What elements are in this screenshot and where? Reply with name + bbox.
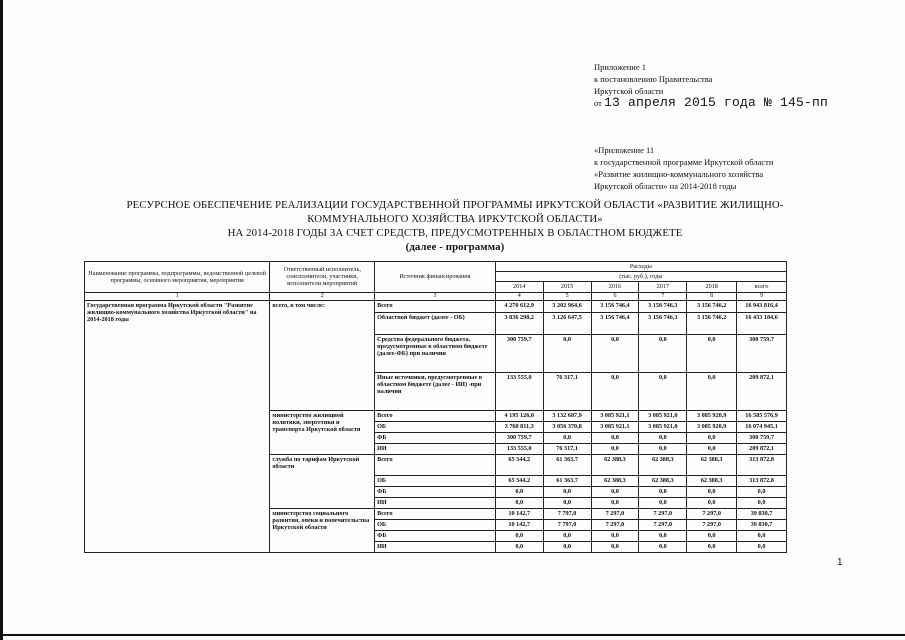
- year-value-cell: 3 085 921,0: [639, 410, 687, 421]
- year-value-cell: 3 836 298,2: [495, 312, 543, 334]
- year-value-cell: 0,0: [495, 486, 543, 497]
- year-value-cell: 0,0: [495, 541, 543, 552]
- date-prefix: от: [594, 98, 602, 108]
- year-value-cell: 65 344,2: [495, 454, 543, 475]
- year-value-cell: 133 555,0: [495, 443, 543, 454]
- year-value-cell: 3 156 746,3: [639, 300, 687, 312]
- year-value-cell: 300 759,7: [495, 432, 543, 443]
- resource-table-body: [85, 300, 787, 552]
- table-row: [85, 300, 787, 312]
- total-value-cell: 313 872,8: [737, 475, 787, 486]
- year-value-cell: 0,0: [687, 372, 737, 410]
- program-name-cell: Государственная программа Иркутской области "Развитие жилищно-коммунального хозяйства Иркутской области" на 2014-2018 годы: [85, 300, 270, 552]
- year-value-cell: 0,0: [687, 334, 737, 372]
- year-value-cell: 0,0: [543, 530, 591, 541]
- title-line: КОММУНАЛЬНОГО ХОЗЯЙСТВА ИРКУТСКОЙ ОБЛАСТИ»: [307, 213, 603, 225]
- source-cell: ФБ: [375, 486, 496, 497]
- year-value-cell: 7 797,0: [543, 519, 591, 530]
- year-value-cell: 3 085 920,9: [687, 421, 737, 432]
- column-number: 7: [639, 292, 687, 300]
- year-value-cell: 0,0: [543, 334, 591, 372]
- header-units: (тыс. руб.), годы: [495, 272, 786, 282]
- year-value-cell: 62 388,3: [639, 454, 687, 475]
- total-value-cell: 16 433 184,6: [737, 312, 787, 334]
- column-number: 3: [375, 292, 496, 300]
- header-year-total: всего: [737, 282, 787, 292]
- source-cell: Средства федерального бюджета, предусмотренные в областном бюджете (далее-ФБ) при наличии: [375, 334, 496, 372]
- year-value-cell: 0,0: [687, 432, 737, 443]
- year-value-cell: 7 297,0: [639, 519, 687, 530]
- year-value-cell: 62 388,3: [591, 454, 639, 475]
- year-value-cell: 133 555,0: [495, 372, 543, 410]
- responsible-cell: министерство жилищной политики, энергетики и транспорта Иркутской области: [270, 410, 375, 454]
- year-value-cell: 10 142,7: [495, 519, 543, 530]
- year-value-cell: 3 156 746,3: [639, 312, 687, 334]
- header-year: 2016: [591, 282, 639, 292]
- year-value-cell: 0,0: [639, 486, 687, 497]
- attachment-11-header: [594, 144, 773, 192]
- header-year: 2017: [639, 282, 687, 292]
- source-cell: Иные источники, предусмотренные в областном бюджете (далее - ИИ) -при наличии: [375, 372, 496, 410]
- total-value-cell: 300 759,7: [737, 432, 787, 443]
- total-value-cell: 0,0: [737, 541, 787, 552]
- year-value-cell: 3 085 920,9: [687, 410, 737, 421]
- year-value-cell: 3 760 811,3: [495, 421, 543, 432]
- source-cell: Областной бюджет (далее - ОБ): [375, 312, 496, 334]
- year-value-cell: 0,0: [543, 541, 591, 552]
- resolution-date-number: 13 апреля 2015 года № 145-пп: [603, 95, 829, 110]
- year-value-cell: 0,0: [639, 497, 687, 508]
- total-value-cell: 16 585 576,9: [737, 410, 787, 421]
- attachment-1-header: [594, 61, 828, 109]
- total-value-cell: 209 872,1: [737, 372, 787, 410]
- year-value-cell: 7 297,0: [591, 508, 639, 519]
- year-value-cell: 0,0: [591, 497, 639, 508]
- year-value-cell: 0,0: [591, 530, 639, 541]
- year-value-cell: 4 195 126,0: [495, 410, 543, 421]
- year-value-cell: 7 297,0: [687, 519, 737, 530]
- header-expenses: Расходы: [495, 262, 786, 272]
- year-value-cell: 0,0: [495, 530, 543, 541]
- total-value-cell: 16 943 816,4: [737, 300, 787, 312]
- year-value-cell: 10 142,7: [495, 508, 543, 519]
- year-value-cell: 62 388,3: [687, 454, 737, 475]
- header-program: Наименование программы, подпрограммы, ведомственной целевой программы, основного мероприятия, мероприятия: [85, 262, 270, 293]
- attachment-11-line: Иркутской области» на 2014-2018 годы: [594, 181, 737, 191]
- column-number-row: [85, 292, 787, 300]
- attachment-1-line: Иркутской области: [594, 86, 664, 96]
- year-value-cell: 300 759,7: [495, 334, 543, 372]
- year-value-cell: 7 297,0: [591, 519, 639, 530]
- responsible-cell: министерство социального развития, опеки и попечительства Иркутской области: [270, 508, 375, 552]
- attachment-1-line: Приложение 1: [594, 62, 646, 72]
- total-value-cell: 0,0: [737, 486, 787, 497]
- source-cell: Всего: [375, 508, 496, 519]
- year-value-cell: 3 156 746,2: [687, 312, 737, 334]
- source-cell: ОБ: [375, 421, 496, 432]
- year-value-cell: 0,0: [495, 497, 543, 508]
- responsible-cell: всего, в том числе:: [270, 300, 375, 410]
- title-subline: (далее - программа): [405, 241, 505, 253]
- source-cell: ИИ: [375, 541, 496, 552]
- year-value-cell: 0,0: [687, 541, 737, 552]
- year-value-cell: 65 344,2: [495, 475, 543, 486]
- total-value-cell: 39 830,7: [737, 508, 787, 519]
- year-value-cell: 0,0: [543, 497, 591, 508]
- attachment-1-line: к постановлению Правительства: [594, 74, 713, 84]
- year-value-cell: 3 156 746,4: [591, 312, 639, 334]
- year-value-cell: 3 202 964,6: [543, 300, 591, 312]
- header-responsible: Ответственный исполнитель, соисполнители, участники, исполнители мероприятий: [270, 262, 375, 293]
- year-value-cell: 0,0: [687, 497, 737, 508]
- year-value-cell: 0,0: [591, 486, 639, 497]
- year-value-cell: 3 085 921,1: [591, 410, 639, 421]
- total-value-cell: 300 759,7: [737, 334, 787, 372]
- attachment-1-date-line: [594, 97, 828, 109]
- page-number: 1: [837, 557, 843, 568]
- year-value-cell: 0,0: [687, 530, 737, 541]
- year-value-cell: 0,0: [639, 541, 687, 552]
- year-value-cell: 0,0: [639, 372, 687, 410]
- resource-table: [84, 261, 787, 553]
- year-value-cell: 0,0: [639, 443, 687, 454]
- source-cell: Всего: [375, 410, 496, 421]
- year-value-cell: 0,0: [591, 432, 639, 443]
- year-value-cell: 7 797,0: [543, 508, 591, 519]
- year-value-cell: 3 085 921,1: [591, 421, 639, 432]
- column-number: 5: [543, 292, 591, 300]
- year-value-cell: 7 297,0: [687, 508, 737, 519]
- year-value-cell: 3 156 746,2: [687, 300, 737, 312]
- total-value-cell: 0,0: [737, 497, 787, 508]
- year-value-cell: 0,0: [639, 334, 687, 372]
- responsible-cell: служба по тарифам Иркутской области: [270, 454, 375, 508]
- source-cell: ФБ: [375, 530, 496, 541]
- source-cell: ОБ: [375, 475, 496, 486]
- year-value-cell: 0,0: [591, 372, 639, 410]
- year-value-cell: 62 388,3: [687, 475, 737, 486]
- year-value-cell: 76 317,1: [543, 443, 591, 454]
- column-number: 2: [270, 292, 375, 300]
- total-value-cell: 209 872,1: [737, 443, 787, 454]
- year-value-cell: 0,0: [591, 541, 639, 552]
- year-value-cell: 0,0: [687, 486, 737, 497]
- column-number: 4: [495, 292, 543, 300]
- year-value-cell: 4 270 612,9: [495, 300, 543, 312]
- year-value-cell: 3 156 746,4: [591, 300, 639, 312]
- total-value-cell: 39 830,7: [737, 519, 787, 530]
- column-number: 1: [85, 292, 270, 300]
- header-year: 2014: [495, 282, 543, 292]
- year-value-cell: 3 056 370,8: [543, 421, 591, 432]
- year-value-cell: 0,0: [639, 530, 687, 541]
- source-cell: ИИ: [375, 443, 496, 454]
- year-value-cell: 62 388,3: [591, 475, 639, 486]
- year-value-cell: 0,0: [591, 443, 639, 454]
- title-line: НА 2014-2018 ГОДЫ ЗА СЧЕТ СРЕДСТВ, ПРЕДУСМОТРЕННЫХ В ОБЛАСТНОМ БЮДЖЕТЕ: [227, 227, 683, 239]
- year-value-cell: 0,0: [591, 334, 639, 372]
- attachment-11-line: «Развитие жилищно-коммунального хозяйства: [594, 169, 764, 179]
- attachment-11-line: «Приложение 11: [594, 145, 655, 155]
- year-value-cell: 0,0: [687, 443, 737, 454]
- title-line: РЕСУРСНОЕ ОБЕСПЕЧЕНИЕ РЕАЛИЗАЦИИ ГОСУДАРСТВЕННОЙ ПРОГРАММЫ ИРКУТСКОЙ ОБЛАСТИ «РАЗВИТИЕ ЖИЛИЩНО-: [126, 199, 784, 211]
- total-value-cell: 16 074 945,1: [737, 421, 787, 432]
- column-number: 8: [687, 292, 737, 300]
- column-number: 9: [737, 292, 787, 300]
- year-value-cell: 3 132 687,9: [543, 410, 591, 421]
- document-title: [105, 198, 805, 254]
- scan-border-bottom: [0, 634, 905, 636]
- header-source: Источник финансирования: [375, 262, 496, 293]
- source-cell: ИИ: [375, 497, 496, 508]
- year-value-cell: 61 363,7: [543, 475, 591, 486]
- source-cell: ОБ: [375, 519, 496, 530]
- total-value-cell: 0,0: [737, 530, 787, 541]
- year-value-cell: 62 388,3: [639, 475, 687, 486]
- year-value-cell: 3 126 647,5: [543, 312, 591, 334]
- year-value-cell: 7 297,0: [639, 508, 687, 519]
- header-row: [85, 262, 787, 272]
- source-cell: Всего: [375, 300, 496, 312]
- year-value-cell: 0,0: [543, 486, 591, 497]
- attachment-11-line: к государственной программе Иркутской области: [594, 157, 774, 167]
- scan-border-left: [0, 0, 3, 640]
- year-value-cell: 3 085 921,0: [639, 421, 687, 432]
- header-year: 2015: [543, 282, 591, 292]
- column-number: 6: [591, 292, 639, 300]
- source-cell: Всего: [375, 454, 496, 475]
- header-year: 2018: [687, 282, 737, 292]
- year-value-cell: 76 317,1: [543, 372, 591, 410]
- source-cell: ФБ: [375, 432, 496, 443]
- year-value-cell: 0,0: [543, 432, 591, 443]
- year-value-cell: 61 363,7: [543, 454, 591, 475]
- year-value-cell: 0,0: [639, 432, 687, 443]
- total-value-cell: 313 872,8: [737, 454, 787, 475]
